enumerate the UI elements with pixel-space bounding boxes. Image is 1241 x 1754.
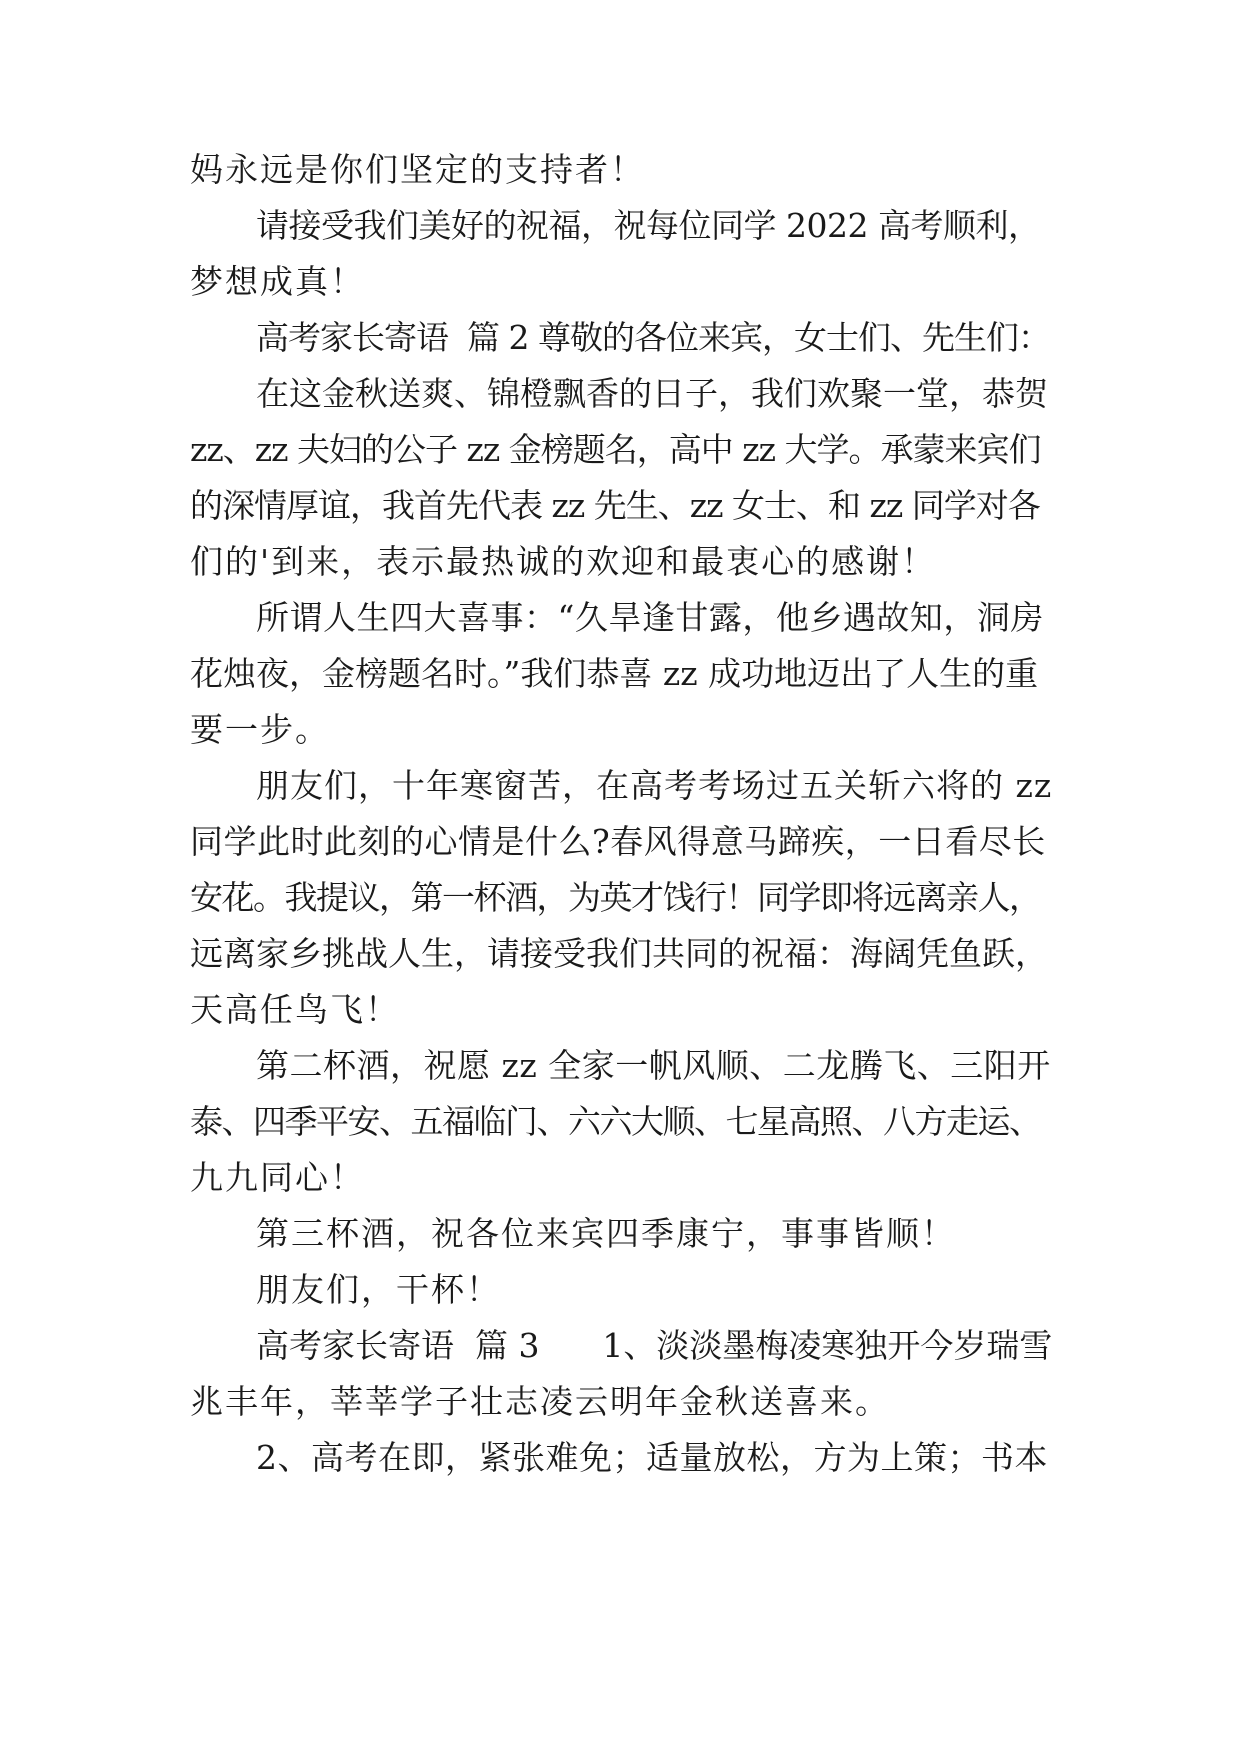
text-line: 远离家乡挑战人生，请接受我们共同的祝福：海阔凭鱼跃， [190,934,1048,973]
text-line: 安花。我提议，第一杯酒，为英才饯行！同学即将远离亲人， [190,878,1041,917]
text-line: 在这金秋送爽、锦橙飘香的日子，我们欢聚一堂，恭贺 [256,374,1048,413]
text-line: 天高任鸟飞！ [190,990,400,1029]
text-line: 们的'到来，表示最热诚的欢迎和最衷心的感谢！ [190,542,937,581]
text-line: 高考家长寄语 篇 3 1、淡淡墨梅凌寒独开今岁瑞雪 [256,1326,1053,1365]
text-line: 妈永远是你们坚定的支持者！ [190,150,645,189]
text-line: 要一步。 [190,710,330,749]
text-line: 朋友们，干杯！ [256,1270,501,1309]
text-line: 同学此时此刻的心情是什么?春风得意马蹄疾，一日看尽长 [190,822,1046,861]
text-line: zz、zz 夫妇的公子 zz 金榜题名，高中 zz 大学。承蒙来宾们 [190,430,1041,469]
text-line: 泰、四季平安、五福临门、六六大顺、七星高照、八方走运、 [190,1102,1041,1141]
text-line: 九九同心！ [190,1158,365,1197]
text-line: 第二杯酒，祝愿 zz 全家一帆风顺、二龙腾飞、三阳开 [256,1046,1051,1085]
text-line: 花烛夜，金榜题名时。”我们恭喜 zz 成功地迈出了人生的重 [190,654,1039,693]
text-line: 朋友们，十年寒窗苦，在高考考场过五关斩六将的 zz [256,766,1053,805]
text-line: 兆丰年，莘莘学子壮志凌云明年金秋送喜来。 [190,1382,890,1421]
text-line: 的深情厚谊，我首先代表 zz 先生、zz 女士、和 zz 同学对各 [190,486,1040,525]
text-line: 第三杯酒，祝各位来宾四季康宁，事事皆顺！ [256,1214,956,1253]
text-line: 所谓人生四大喜事：“久旱逢甘露，他乡遇故知，洞房 [256,598,1044,637]
text-line: 高考家长寄语 篇 2 尊敬的各位来宾，女士们、先生们： [256,318,1050,357]
text-line: 梦想成真！ [190,262,365,301]
text-line: 请接受我们美好的祝福，祝每位同学 2022 高考顺利， [256,206,1041,245]
text-line: 2、高考在即，紧张难免；适量放松，方为上策；书本 [256,1438,1048,1477]
